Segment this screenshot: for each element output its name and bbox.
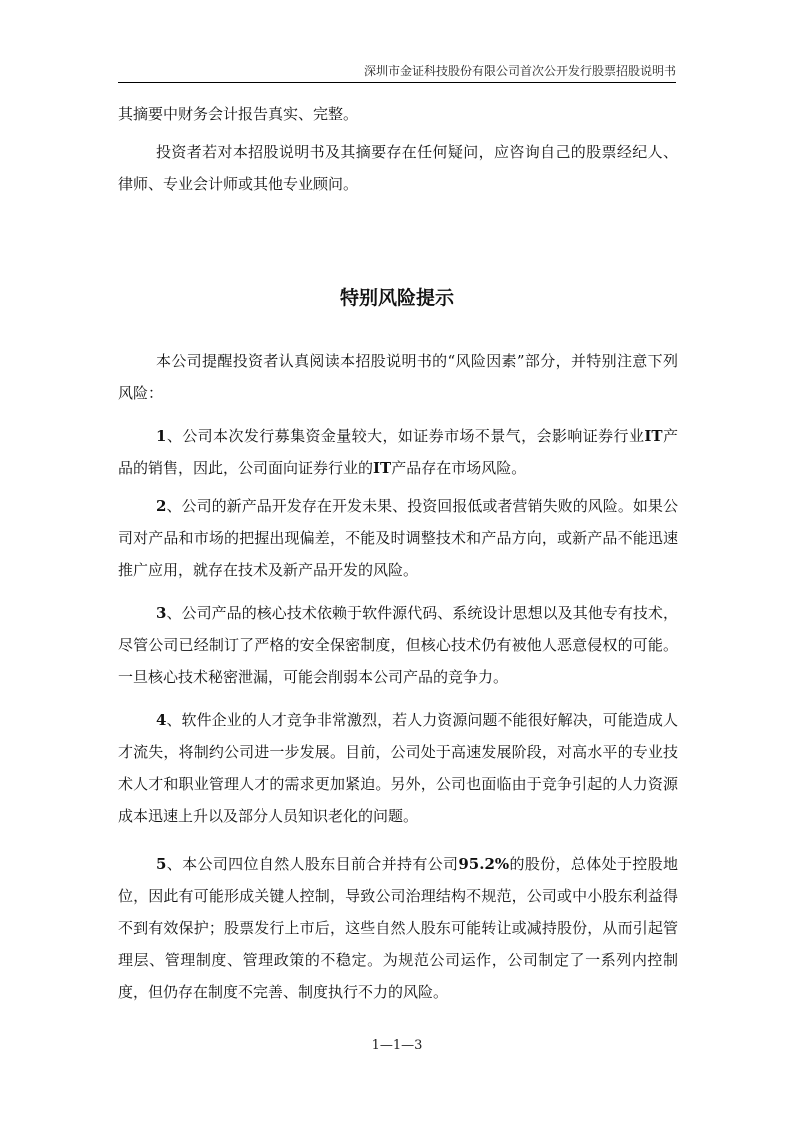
risk-text: 产品存在市场风险。 [391,459,527,477]
section-title: 特别风险提示 [339,287,454,309]
risk-text: 软件企业的人才竞争非常激烈，若人力资源问题不能很好解决，可能造成人才流失，将制约公司进一步发展。目前，公司处于高速发展阶段，对高水平的专业技术人才和职业管理人才的需求更加紧迫。另外，公司也面临由于竞争引起的人力资源成本迅速上升以及部分人员知识老化的问题。 [118,711,678,825]
risk-separator: 、 [166,427,183,445]
risk-separator: 、 [166,855,183,873]
risk-text: 公司产品的核心技术依赖于软件源代码、系统设计思想以及其他专有技术，尽管公司已经制订了严格的安全保密制度，但核心技术仍有被他人恶意侵权的可能。一旦核心技术秘密泄漏，可能会削弱本公司产品的竞争力。 [118,604,678,686]
risk-item-3 [118,597,678,693]
risk-text: 公司的新产品开发存在开发未果、投资回报低或者营销失败的风险。如果公司对产品和市场的把握出现偏差，不能及时调整技术和产品方向，或新产品不能迅速推广应用，就存在技术及新产品开发的风险。 [118,497,678,579]
header-divider [118,82,676,83]
intro-paragraph-1: 其摘要中财务会计报告真实、完整。 [118,105,359,123]
shareholding-percentage: 95.2% [458,855,510,873]
page-number: 1—1—3 [371,1038,423,1053]
risk-text: 公司本次发行募集资金量较大，如证券市场不景气，会影响证券行业 [182,427,645,445]
risk-number: 3 [156,604,167,622]
risk-item-4 [118,704,678,832]
risk-number: 4 [156,711,167,729]
risk-text: 产品的销售，因此，公司面向证券行业的 [118,427,678,477]
risk-text-bold: IT [644,427,663,445]
section-lead-paragraph: 本公司提醒投资者认真阅读本招股说明书的“风险因素”部分，并特别注意下列风险： [118,352,678,402]
risk-separator: 、 [166,604,182,622]
risk-separator: 、 [166,711,182,729]
risk-number: 5 [156,855,167,873]
intro-paragraph-2: 投资者若对本招股说明书及其摘要存在任何疑问，应咨询自己的股票经纪人、律师、专业会计师或其他专业顾问。 [118,143,678,193]
risk-separator: 、 [166,497,182,515]
risk-text: 的股份，总体处于控股地位，因此有可能形成关键人控制，导致公司治理结构不规范，公司或中小股东利益得不到有效保护；股票发行上市后，这些自然人股东可能转让或减持股份，从而引起管理层、管理制度、管理政策的不稳定。为规范公司运作，公司制定了一系列内控制度，但仍存在制度不完善、制度执行不力的风险。 [118,855,678,1001]
risk-item-5 [118,848,678,1008]
risk-number: 1 [156,427,167,445]
risk-item-1 [118,420,678,484]
risk-text: 本公司四位自然人股东目前合并持有公司 [182,855,459,873]
risk-item-2 [118,490,678,586]
risk-text-bold: IT [373,459,392,477]
risk-number: 2 [156,497,167,515]
running-header: 深圳市金证科技股份有限公司首次公开发行股票招股说明书 [363,64,676,78]
